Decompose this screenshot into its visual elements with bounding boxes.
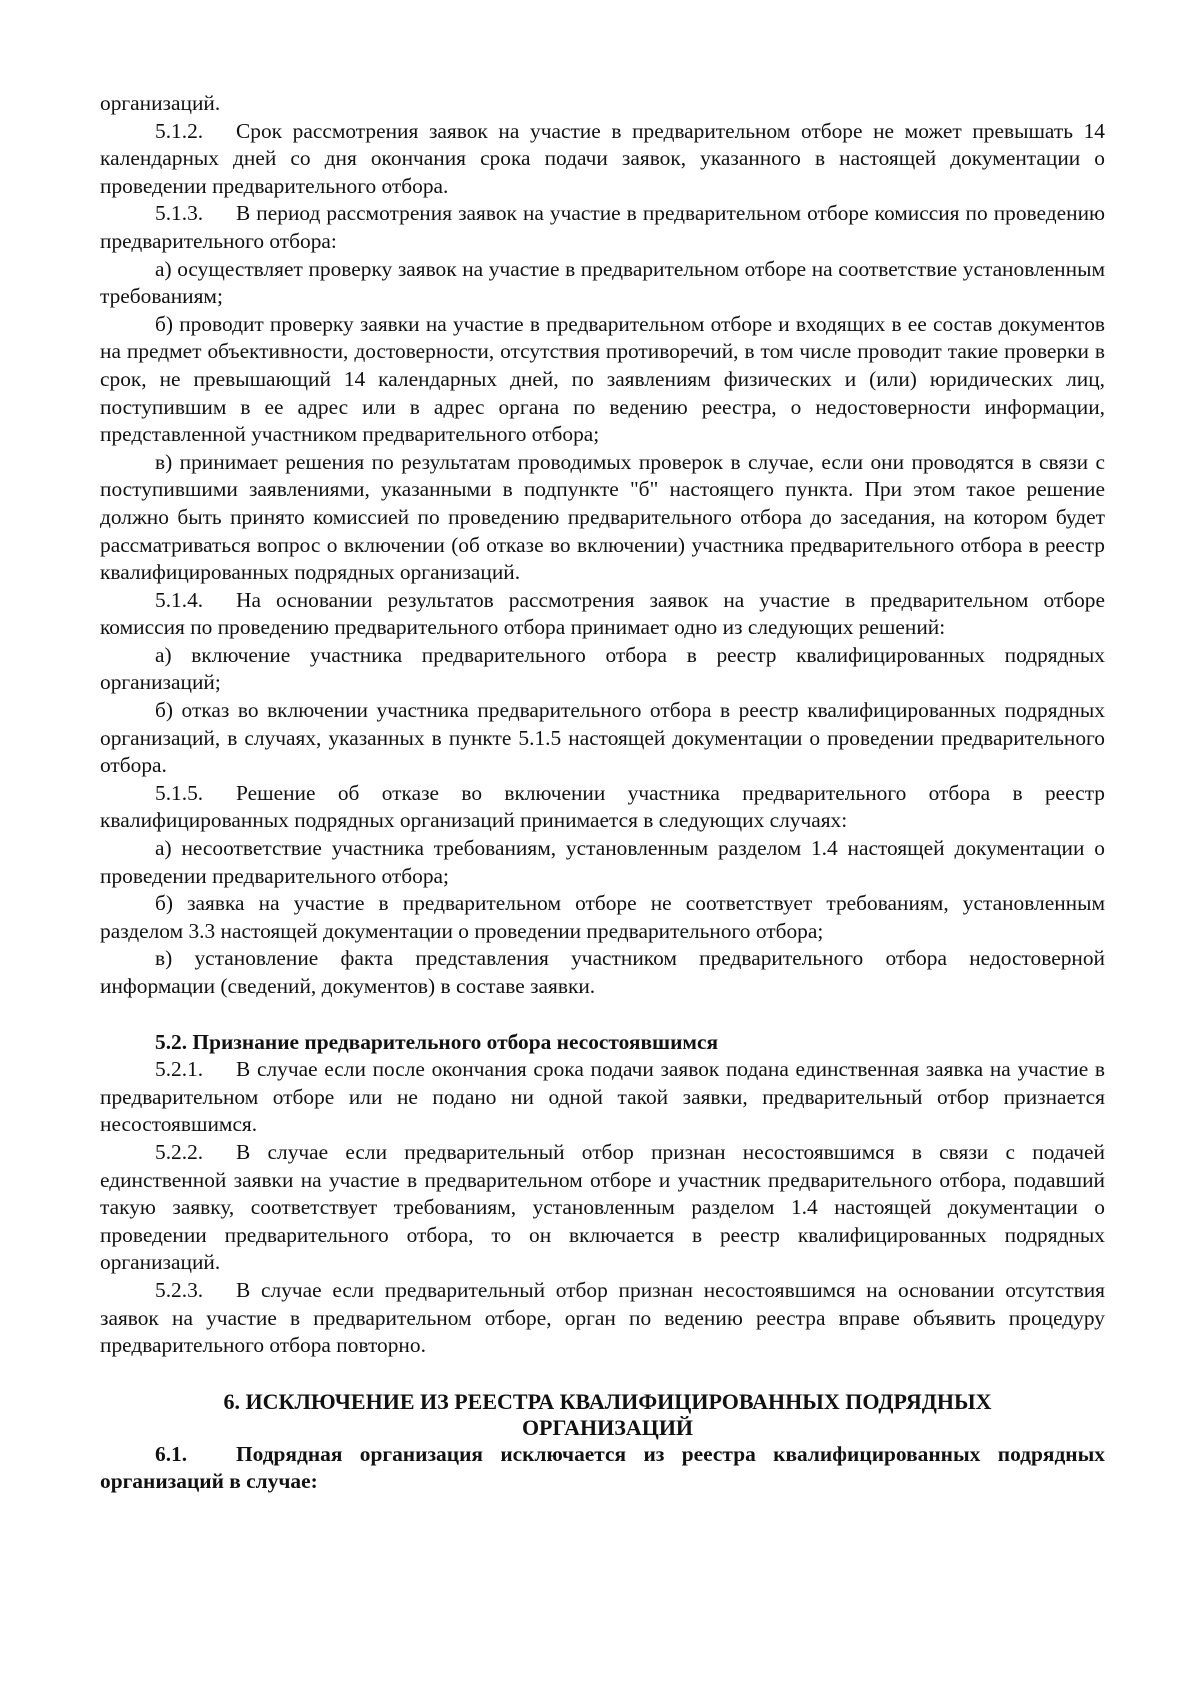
clause-number: 6.1. xyxy=(155,1441,188,1466)
clause-5-2-2 xyxy=(100,1139,1105,1277)
clause-text: Решение об отказе во включении участника предварительного отбора в реестр квалифицированных подрядных организаций принимается в следующих случаях: xyxy=(100,780,1105,833)
section-5-2-heading: 5.2. Признание предварительного отбора несостоявшимся xyxy=(155,1029,719,1054)
subclause-5-1-5-a: а) несоответствие участника требованиям, установленным разделом 1.4 настоящей документации о проведении предварительного отбора; xyxy=(100,836,1105,888)
subclause-5-1-4-a: а) включение участника предварительного отбора в реестр квалифицированных подрядных организаций; xyxy=(100,642,1105,695)
spacer xyxy=(100,1360,1105,1389)
subclause-5-1-3-a: а) осуществляет проверку заявок на участие в предварительном отборе на соответствие установленным требованиям; xyxy=(100,256,1105,309)
section-6-title-line-1: 6. ИСКЛЮЧЕНИЕ ИЗ РЕЕСТРА КВАЛИФИЦИРОВАННЫХ ПОДРЯДНЫХ xyxy=(223,1388,992,1414)
clause-text: Срок рассмотрения заявок на участие в предварительном отборе не может превышать 14 календарных дней со дня окончания срока подачи заявок, указанного в настоящей документации о проведении предварительного отбора. xyxy=(100,118,1105,198)
clause-5-1-3 xyxy=(100,200,1105,255)
clause-5-1-5 xyxy=(100,780,1105,835)
clause-number: 5.2.1. xyxy=(155,1057,204,1082)
subclause-5-1-4-b: б) отказ во включении участника предварительного отбора в реестр квалифицированных подрядных организаций, в случаях, указанных в пункте 5.1.5 настоящей документации о проведении предварительного отбора. xyxy=(100,698,1105,778)
clause-text: Подрядная организация исключается из реестра квалифицированных подрядных организаций в случае: xyxy=(100,1441,1105,1494)
clause-5-1-4 xyxy=(100,587,1105,642)
clause-number: 5.1.4. xyxy=(155,587,204,612)
clause-text: На основании результатов рассмотрения заявок на участие в предварительном отборе комиссия по проведению предварительного отбора принимает одно из следующих решений: xyxy=(100,587,1105,640)
clause-number: 5.2.3. xyxy=(155,1277,204,1302)
document-page xyxy=(100,90,1105,1496)
clause-number: 5.2.2. xyxy=(155,1139,204,1164)
clause-number: 5.1.5. xyxy=(155,780,204,805)
clause-5-1-2 xyxy=(100,118,1105,201)
clause-6-1 xyxy=(100,1441,1105,1496)
clause-text: В случае если предварительный отбор признан несостоявшимся в связи с подачей единственной заявки на участие в предварительном отборе и участник предварительного отбора, подавший такую заявку, соответствует требованиям, установленным разделом 1.4 настоящей документации о проведении предварительного отбора, то он включается в реестр квалифицированных подрядных организаций. xyxy=(100,1139,1105,1275)
clause-text: В случае если предварительный отбор признан несостоявшимся на основании отсутствия заявок на участие в предварительном отборе, орган по ведению реестра вправе объявить процедуру предварительного отбора повторно. xyxy=(100,1277,1105,1358)
clause-number: 5.1.2. xyxy=(155,118,204,143)
continuation-line: организаций. xyxy=(100,91,221,115)
clause-5-2-1 xyxy=(100,1056,1105,1139)
clause-text: В период рассмотрения заявок на участие в предварительном отборе комиссия по проведению предварительного отбора: xyxy=(100,201,1105,253)
clause-number: 5.1.3. xyxy=(155,201,204,226)
clause-text: В случае если после окончания срока подачи заявок подана единственная заявка на участие в предварительном отборе или не подано ни одной такой заявки, предварительный отбор признается несостоявшимся. xyxy=(100,1057,1105,1137)
clause-5-2-3 xyxy=(100,1277,1105,1360)
spacer xyxy=(100,1001,1105,1029)
subclause-5-1-5-b: б) заявка на участие в предварительном отборе не соответствует требованиям, установленным разделом 3.3 настоящей документации о проведении предварительного отбора; xyxy=(100,891,1105,943)
subclause-5-1-3-b: б) проводит проверку заявки на участие в предварительном отборе и входящих в ее состав документов на предмет объективности, достоверности, отсутствия противоречий, в том числе проводит такие проверки в срок, не превышающий 14 календарных дней, по заявлениям физических и (или) юридических лиц, поступившим в ее адрес или в адрес органа по ведению реестра, о недостоверности информации, представленной участником предварительного отбора; xyxy=(100,311,1105,447)
subclause-5-1-5-v: в) установление факта представления участником предварительного отбора недостоверной информации (сведений, документов) в составе заявки. xyxy=(100,946,1105,998)
subclause-5-1-3-v: в) принимает решения по результатам проводимых проверок в случае, если они проводятся в связи с поступившими заявлениями, указанными в подпункте "б" настоящего пункта. При этом такое решение должно быть принято комиссией по проведению предварительного отбора до заседания, на котором будет рассматриваться вопрос о включении (об отказе во включении) участника предварительного отбора в реестр квалифицированных подрядных организаций. xyxy=(100,449,1105,585)
section-6-title-line-2: ОРГАНИЗАЦИЙ xyxy=(521,1414,694,1440)
